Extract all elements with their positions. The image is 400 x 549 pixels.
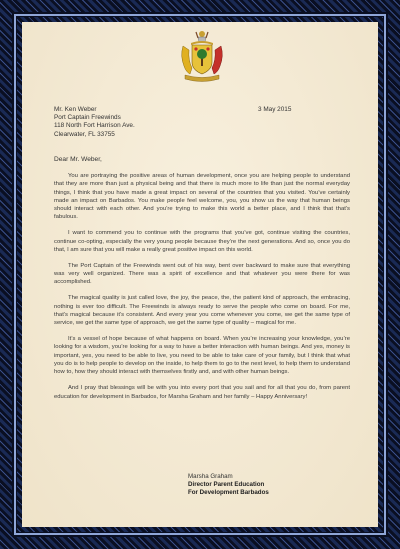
letter-body: [54, 172, 350, 408]
letter-date: 3 May 2015: [258, 106, 292, 113]
salutation: Dear Mr. Weber,: [54, 156, 102, 163]
paragraph: The Port Captain of the Freewinds went out of his way, bent over backward to make sure that everything was very well organized. There was a spirit of excellence and that whatever you were there for was accomplished.: [54, 262, 350, 286]
paragraph: You are portraying the positive areas of human development, once you are helping people to understand that they are more than just a physical being and that there is much more to life than just the normal everyday things, I think that you have made a great impact on several of the countries that you visited. You’ve certainly made an impact on Barbados. You make people feel welcome, you, you show us the way that human beings should interact with each other. And you’re trying to make this world a better place, and I think that that’s fabulous.: [54, 173, 350, 221]
paragraph: The magical quality is just called love, the joy, the peace, the, the patient kind of approach, the embracing, nothing is ever too difficult. The Freewinds is always ready to serve the people who come on board. For me, that’s magical because it’s consistent. And every year you come whenever you come, we get the same type of service, we get the same type of approach, we get the same type of quality – magical for me.: [54, 295, 350, 327]
recipient-name: Mr. Ken Weber: [54, 106, 97, 113]
signer-title-line2: For Development Barbados: [188, 489, 269, 496]
signer-name: Marsha Graham: [188, 473, 233, 480]
signer-title-line1: Director Parent Education: [188, 481, 265, 488]
recipient-address: [54, 106, 135, 139]
signature-block: [188, 473, 269, 497]
paragraph: And I pray that blessings will be with you into every port that you sail and for all that you do, from parent education for development in Barbados, for Marsha Graham and her family – Happy Anniversary!: [54, 385, 350, 400]
paragraph: I want to commend you to continue with the programs that you’ve got, continue visiting the countries, continue co-opting, especially the very young people because they’re the next generations. And so, once you do that, I am sure that you will make a really great positive impact on this world.: [54, 230, 350, 253]
paragraph: It’s a vessel of hope because of what happens on board. When you’re increasing your knowledge, you’re looking for a wisdom, you’re looking for a way to have a better interaction with human beings. And yes, money is important, yes, you need to be able to live, you need to be able to take care of your family, but I think that what you do is to help people to develop on the inside, to help them to go to the next level, to help them to understand how to, how they should interact with themselves firstly and, and with other human beings.: [54, 336, 350, 376]
recipient-title: Port Captain Freewinds: [54, 114, 121, 122]
recipient-city: Clearwater, FL 33755: [54, 130, 115, 138]
barbados-coat-of-arms-icon: [177, 28, 227, 84]
letter-paper: [22, 22, 378, 527]
recipient-street: 118 North Fort Harrison Ave.: [54, 122, 135, 130]
